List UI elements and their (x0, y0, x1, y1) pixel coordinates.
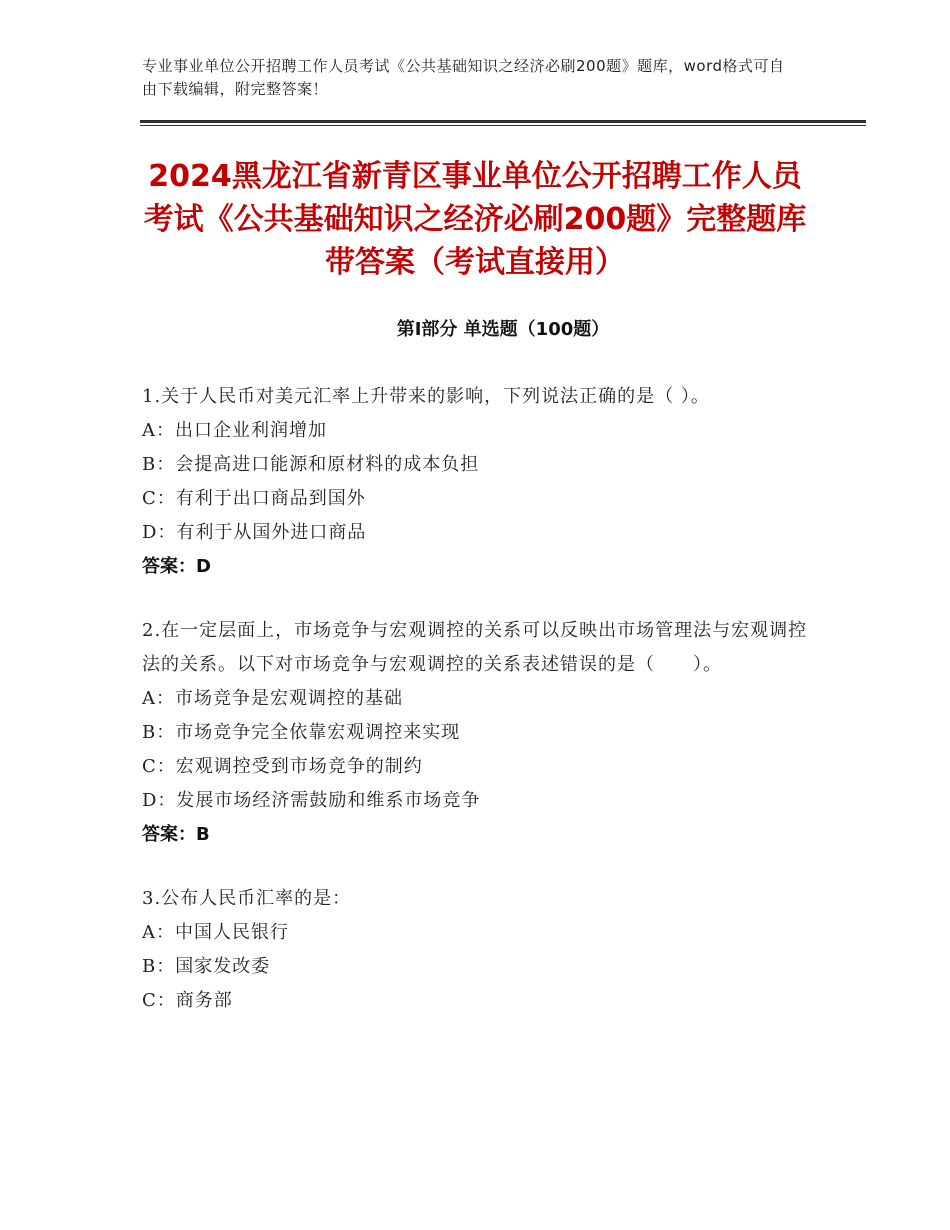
section-heading: 第Ⅰ部分 单选题（100题） (396, 319, 610, 340)
header-rule-thin (140, 125, 866, 126)
document-title: 2024黑龙江省新青区事业单位公开招聘工作人员考试《公共基础知识之经济必刷200题》完整题库带答案（考试直接用） (143, 159, 807, 280)
option-c: C：宏观调控受到市场竞争的制约 (142, 756, 423, 777)
question-3 (142, 882, 812, 1018)
question-stem: 1.关于人民币对美元汇率上升带来的影响，下列说法正确的是（ ）。 (142, 386, 710, 407)
answer-line: 答案：D (142, 556, 211, 577)
option-b: B：市场竞争完全依靠宏观调控来实现 (142, 722, 461, 743)
option-b: B：会提高进口能源和原材料的成本负担 (142, 454, 480, 475)
option-d: D：有利于从国外进口商品 (142, 522, 367, 543)
option-a: A：中国人民银行 (142, 922, 289, 943)
option-b: B：国家发改委 (142, 956, 271, 977)
header-rule-thick (140, 120, 866, 123)
option-a: A：市场竞争是宏观调控的基础 (142, 688, 403, 709)
option-d: D：发展市场经济需鼓励和维系市场竞争 (142, 790, 481, 811)
option-a: A：出口企业利润增加 (142, 420, 327, 441)
answer-line: 答案：B (142, 824, 210, 845)
question-list (142, 380, 812, 1048)
question-stem: 2.在一定层面上，市场竞争与宏观调控的关系可以反映出市场管理法与宏观调控法的关系。以下对市场竞争与宏观调控的关系表述错误的是（ ）。 (142, 620, 808, 675)
header-note: 专业事业单位公开招聘工作人员考试《公共基础知识之经济必刷200题》题库，word格式可自由下载编辑，附完整答案！ (142, 57, 785, 98)
option-c: C：有利于出口商品到国外 (142, 488, 366, 509)
option-c: C：商务部 (142, 990, 233, 1011)
question-stem: 3.公布人民币汇率的是： (142, 888, 352, 909)
question-2 (142, 614, 812, 852)
question-1 (142, 380, 812, 584)
